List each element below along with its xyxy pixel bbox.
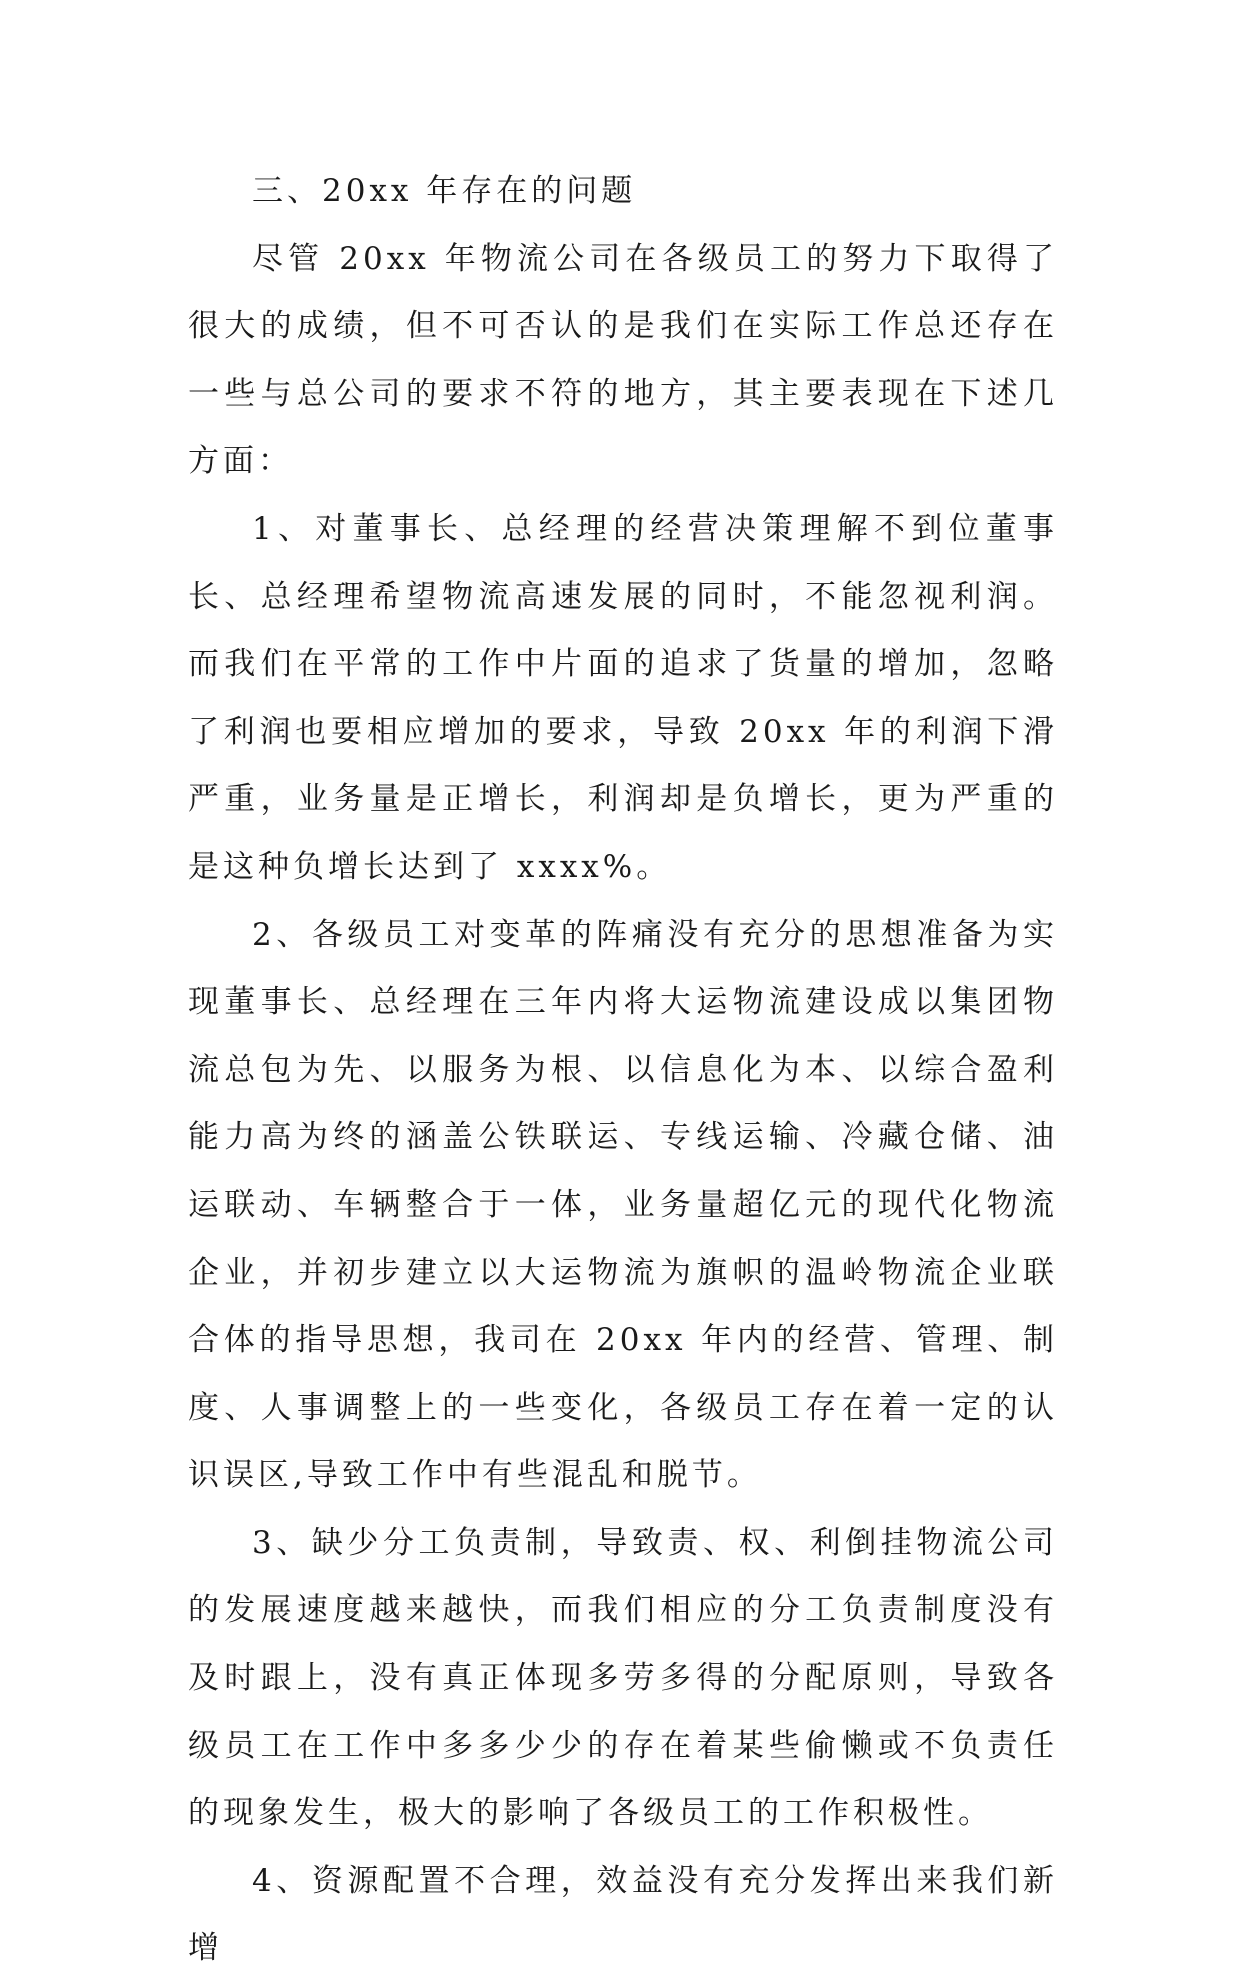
section-heading: 三、20xx 年存在的问题 xyxy=(252,173,637,209)
issue-1-paragraph: 1、对董事长、总经理的经营决策理解不到位董事长、总经理希望物流高速发展的同时，不能忽视利润。而我们在平常的工作中片面的追求了货量的增加，忽略了利润也要相应增加的要求，导致 20xx 年的利润下滑严重，业务量是正增长，利润却是负增长，更为严重的是这种负增长达到了 xxxx%。 xyxy=(188,510,1058,885)
issue-3-paragraph: 3、缺少分工负责制，导致责、权、利倒挂物流公司的发展速度越来越快，而我们相应的分工负责制度没有及时跟上，没有真正体现多劳多得的分配原则，导致各级员工在工作中多多少少的存在着某些偷懒或不负责任的现象发生，极大的影响了各级员工的工作积极性。 xyxy=(188,1524,1058,1832)
document-body xyxy=(188,158,1058,1983)
issue-4-paragraph: 4、资源配置不合理，效益没有充分发挥出来我们新增 xyxy=(188,1862,1058,1967)
intro-paragraph: 尽管 20xx 年物流公司在各级员工的努力下取得了很大的成绩，但不可否认的是我们在实际工作总还存在一些与总公司的要求不符的地方，其主要表现在下述几方面： xyxy=(188,240,1058,480)
issue-2-paragraph: 2、各级员工对变革的阵痛没有充分的思想准备为实现董事长、总经理在三年内将大运物流建设成以集团物流总包为先、以服务为根、以信息化为本、以综合盈利能力高为终的涵盖公铁联运、专线运输、冷藏仓储、油运联动、车辆整合于一体，业务量超亿元的现代化物流企业，并初步建立以大运物流为旗帜的温岭物流企业联合体的指导思想，我司在 20xx 年内的经营、管理、制度、人事调整上的一些变化，各级员工存在着一定的认识误区,导致工作中有些混乱和脱节。 xyxy=(188,916,1058,1494)
